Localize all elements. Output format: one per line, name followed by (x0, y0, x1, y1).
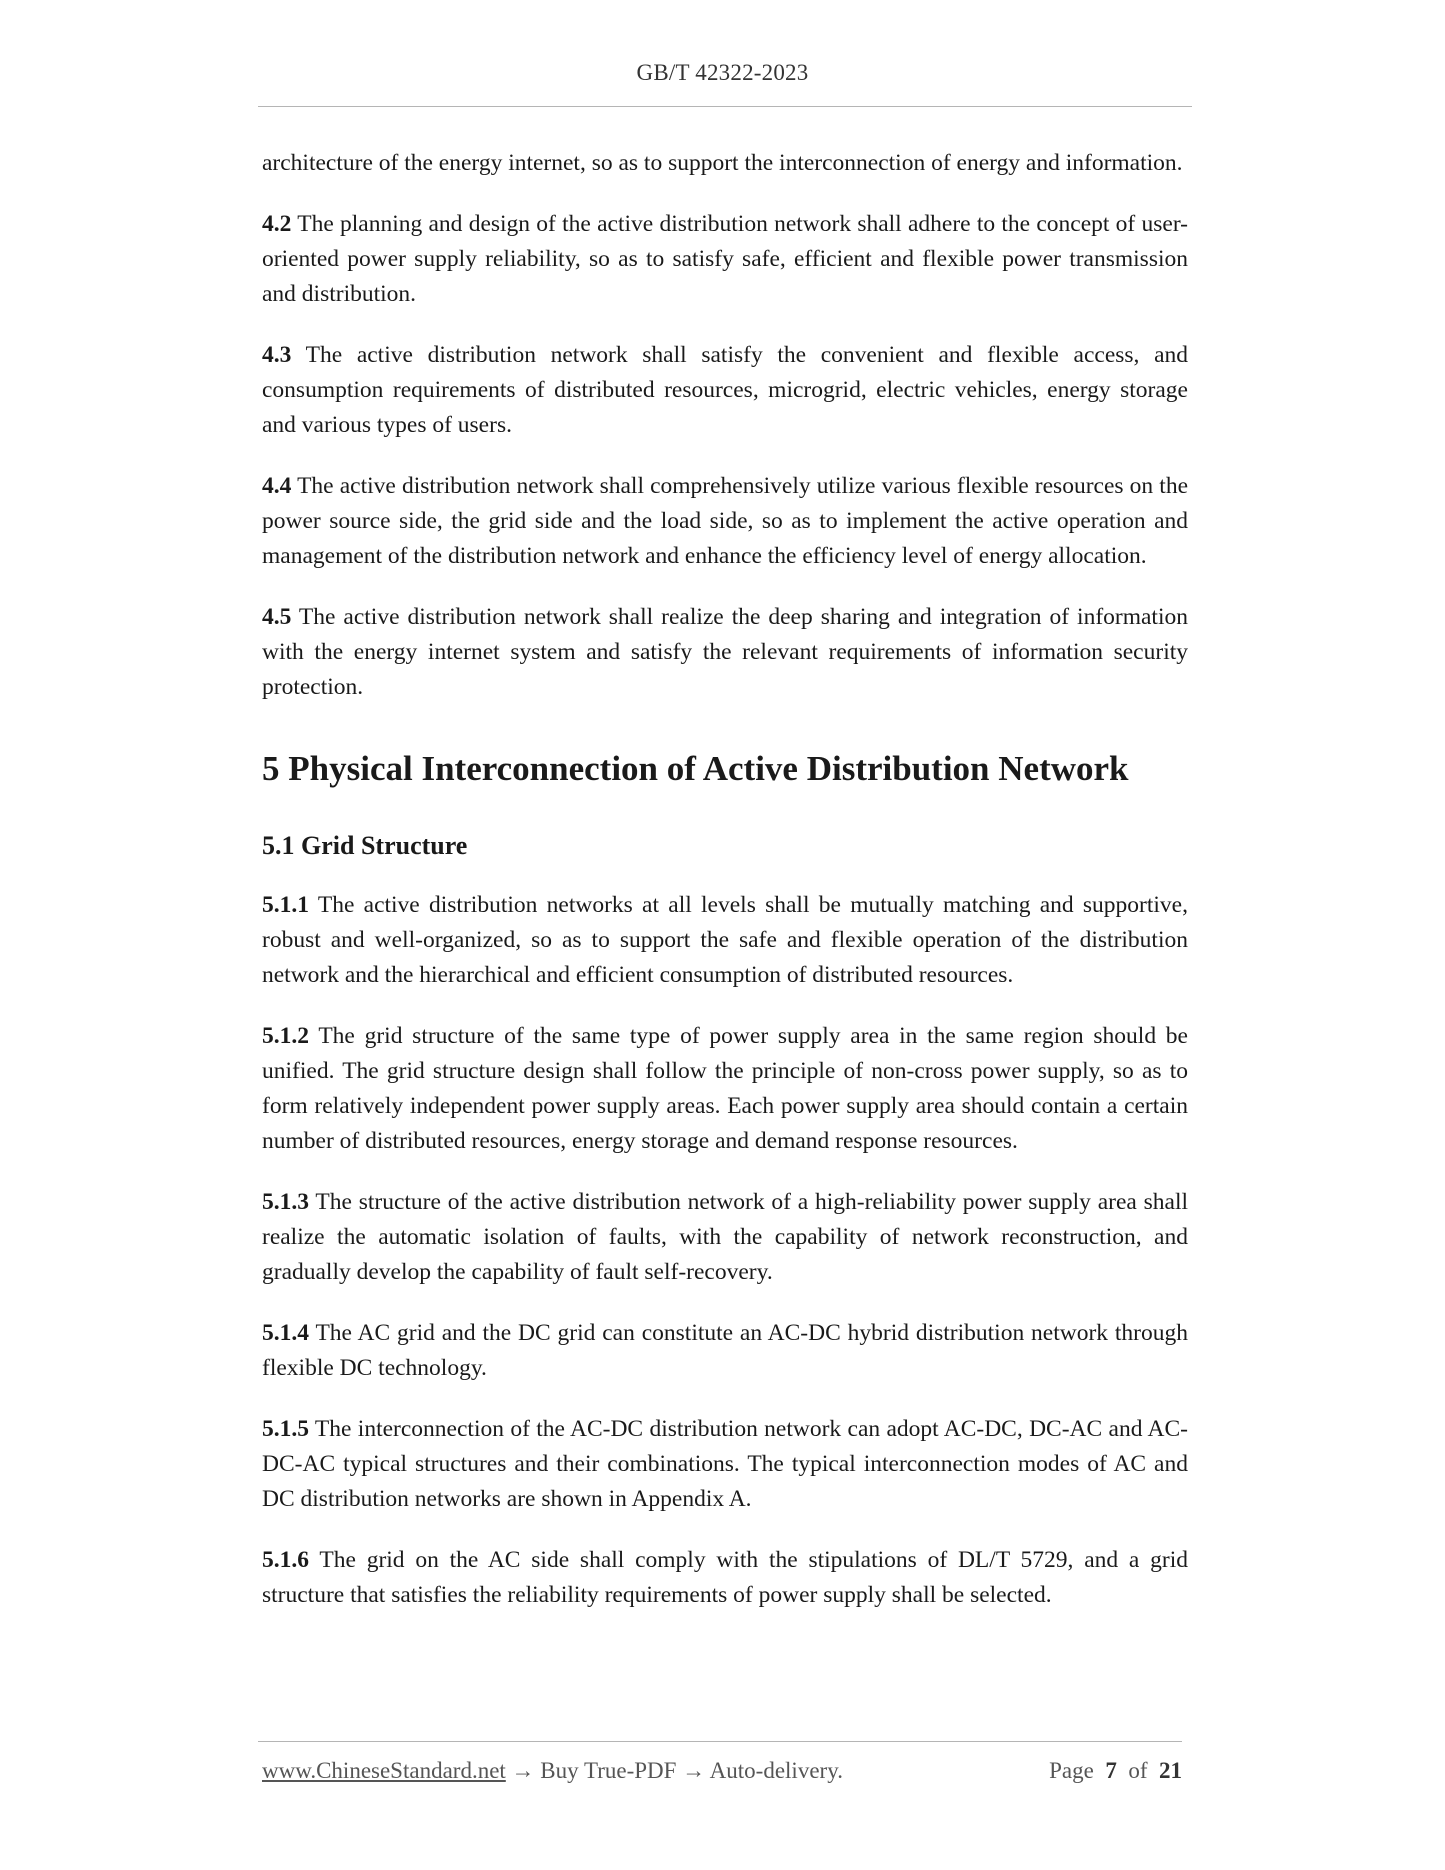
clause-4-4 (262, 469, 1188, 574)
buy-pdf-text: Buy True-PDF (540, 1758, 677, 1783)
website-link[interactable]: www.ChineseStandard.net (262, 1758, 506, 1783)
page-label: Page (1049, 1758, 1094, 1783)
clause-text: The active distribution network shall comprehensively utilize various flexible resources on the power source side, the grid side and the load side, so as to implement the active operation and management of the distribution network and enhance the efficiency level of energy allocation. (262, 473, 1188, 569)
clause-number: 4.2 (262, 211, 292, 237)
clause-5-1-2 (262, 1019, 1188, 1159)
header-divider (258, 106, 1192, 107)
clause-4-2 (262, 207, 1188, 312)
clause-text: The grid on the AC side shall comply with the stipulations of DL/T 5729, and a grid structure that satisfies the reliability requirements of power supply shall be selected. (262, 1547, 1189, 1608)
clause-text: The interconnection of the AC-DC distribution network can adopt AC-DC, DC-AC and AC-DC-AC typical structures and their combinations. The typical interconnection modes of AC and DC distribution networks are shown in Appendix A. (262, 1416, 1188, 1512)
auto-delivery-text: Auto-delivery. (709, 1758, 843, 1783)
clause-5-1-6 (262, 1543, 1188, 1613)
document-header-title: GB/T 42322-2023 (636, 60, 809, 85)
clause-text: The active distribution network shall realize the deep sharing and integration of information with the energy internet system and satisfy the relevant requirements of information security protection. (262, 604, 1188, 700)
footer-promo (262, 1758, 843, 1784)
arrow-right-icon: → (511, 1758, 535, 1783)
clause-number: 5.1.2 (262, 1023, 309, 1049)
footer-divider (258, 1741, 1182, 1742)
page-body (262, 146, 1188, 1639)
clause-number: 4.4 (262, 473, 292, 499)
intro-paragraph: architecture of the energy internet, so as to support the interconnection of energy and information. (262, 150, 1183, 176)
arrow-right-icon: → (682, 1758, 706, 1783)
clause-number: 4.5 (262, 604, 292, 630)
clause-text: The structure of the active distribution network of a high-reliability power supply area shall realize the automatic isolation of faults, with the capability of network reconstruction, and gradually develop the capability of fault self-recovery. (262, 1189, 1188, 1285)
section-5-1-heading: 5.1 Grid Structure (262, 831, 468, 860)
of-label: of (1128, 1758, 1148, 1783)
clause-number: 5.1.5 (262, 1416, 309, 1442)
clause-text: The grid structure of the same type of power supply area in the same region should be unified. The grid structure design shall follow the principle of non-cross power supply, so as to form relatively independent power supply areas. Each power supply area should contain a certain number of distributed resources, energy storage and demand response resources. (262, 1023, 1188, 1154)
clause-text: The AC grid and the DC grid can constitute an AC-DC hybrid distribution network through flexible DC technology. (262, 1320, 1189, 1381)
clause-5-1-4 (262, 1316, 1188, 1386)
section-5-heading: 5 Physical Interconnection of Active Distribution Network (262, 749, 1129, 788)
clause-text: The active distribution network shall satisfy the convenient and flexible access, and consumption requirements of distributed resources, microgrid, electric vehicles, energy storage and various types of users. (262, 342, 1189, 438)
clause-number: 4.3 (262, 342, 292, 368)
current-page-number: 7 (1105, 1758, 1117, 1783)
page-indicator (1049, 1758, 1182, 1784)
clause-number: 5.1.4 (262, 1320, 309, 1346)
clause-text: The planning and design of the active distribution network shall adhere to the concept of user-oriented power supply reliability, so as to satisfy safe, efficient and flexible power transmission and distribution. (262, 211, 1188, 307)
clause-4-5 (262, 600, 1188, 705)
clause-5-1-1 (262, 888, 1188, 993)
clause-text: The active distribution networks at all levels shall be mutually matching and supportive, robust and well-organized, so as to support the safe and flexible operation of the distribution network and the hierarchical and efficient consumption of distributed resources. (262, 892, 1188, 988)
total-pages-number: 21 (1159, 1758, 1182, 1783)
clause-number: 5.1.3 (262, 1189, 309, 1215)
clause-number: 5.1.1 (262, 892, 309, 918)
clause-5-1-3 (262, 1185, 1188, 1290)
clause-number: 5.1.6 (262, 1547, 309, 1573)
clause-4-3 (262, 338, 1188, 443)
clause-5-1-5 (262, 1412, 1188, 1517)
